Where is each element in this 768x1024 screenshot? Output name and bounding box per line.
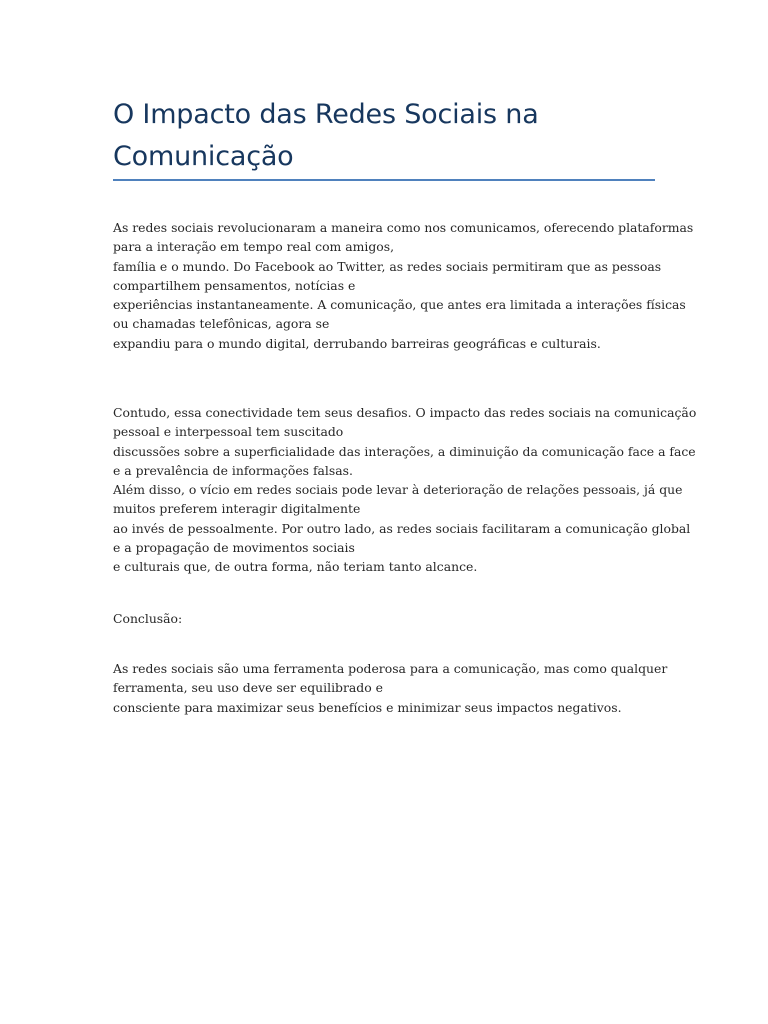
text-line: compartilhem pensamentos, notícias e [113,277,356,293]
paragraph-challenges [113,403,697,577]
text-line: muitos preferem interagir digitalmente [113,501,361,517]
text-line: família e o mundo. Do Facebook ao Twitter, as redes sociais permitiram que as pessoas [113,258,662,274]
text-line: As redes sociais revolucionaram a maneira como nos comunicamos, oferecendo plataformas [113,220,694,235]
text-line: ao invés de pessoalmente. Por outro lado, as redes sociais facilitaram a comunicação global [113,520,691,536]
text-line: discussões sobre a superficialidade das interações, a diminuição da comunicação face a face [113,443,696,459]
text-line: Contudo, essa conectividade tem seus desafios. O impacto das redes sociais na comunicação [113,405,697,420]
conclusion-heading [113,609,661,628]
text-line: As redes sociais são uma ferramenta poderosa para a comunicação, mas como qualquer [113,661,668,676]
text-line: ou chamadas telefônicas, agora se [113,316,330,332]
text-line: para a interação em tempo real com amigos, [113,239,395,255]
text-line: e a propagação de movimentos sociais [113,540,355,556]
title-line: Comunicação [113,141,294,172]
text-line: Conclusão: [113,611,183,626]
text-line: e culturais que, de outra forma, não teriam tanto alcance. [113,559,478,575]
paragraph-conclusion [113,659,668,717]
text-line: pessoal e interpessoal tem suscitado [113,424,344,440]
text-line: expandiu para o mundo digital, derrubando barreiras geográficas e culturais. [113,335,601,351]
text-line: experiências instantaneamente. A comunicação, que antes era limitada a interações físicas [113,297,686,313]
paragraph-intro [113,218,694,353]
document-title [113,94,658,178]
title-underline-rule [113,179,655,181]
text-line: ferramenta, seu uso deve ser equilibrado e [113,680,383,696]
text-line: e a prevalência de informações falsas. [113,462,353,478]
text-line: consciente para maximizar seus benefícios e minimizar seus impactos negativos. [113,699,622,715]
title-line: O Impacto das Redes Sociais na [113,99,539,130]
text-line: Além disso, o vício em redes sociais pode levar à deterioração de relações pessoais, já que [113,482,683,498]
